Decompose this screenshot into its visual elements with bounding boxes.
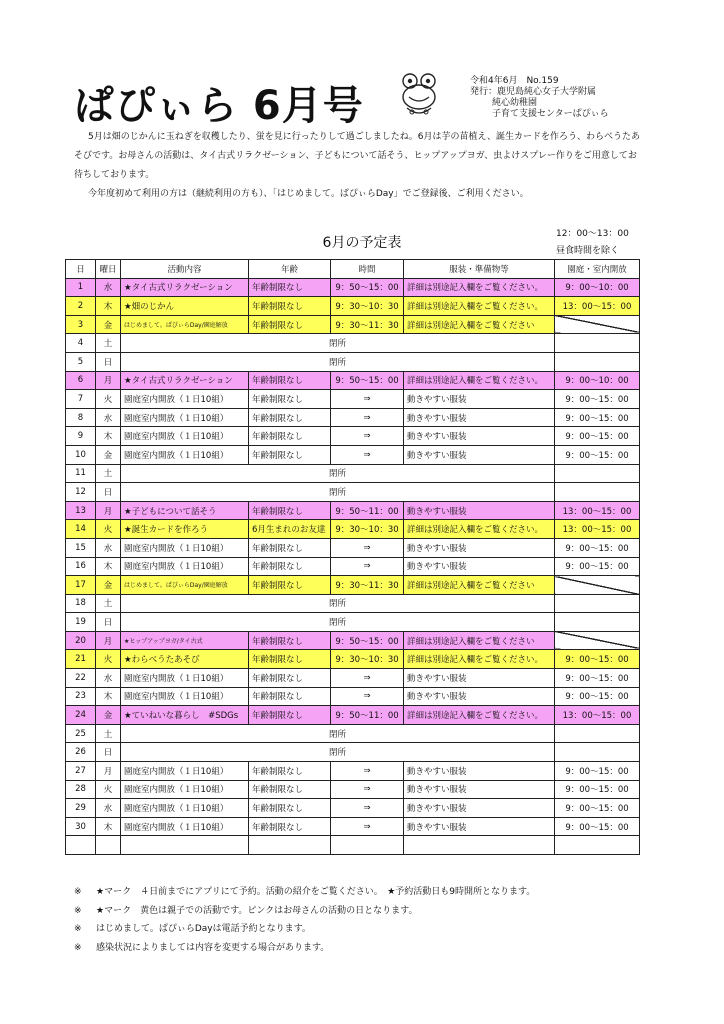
issuer-line: 子育て支援センターぱぴぃら	[492, 109, 609, 119]
weekday-cell: 土	[96, 724, 121, 743]
table-row	[66, 780, 640, 799]
day-cell: 27	[66, 762, 96, 781]
time-cell: 9：30～11：30	[331, 315, 404, 334]
day-cell: 11	[66, 464, 96, 483]
open-hours-cell	[555, 631, 640, 650]
column-header: 服装・準備物等	[404, 260, 555, 279]
note-mark: ※	[74, 887, 82, 897]
day-cell: 18	[66, 594, 96, 613]
activity-cell: ★誕生カードを作ろう	[121, 520, 249, 539]
age-cell: 年齢制限なし	[249, 706, 331, 725]
open-hours-cell: 9：00～15：00	[555, 538, 640, 557]
day-cell: 10	[66, 445, 96, 464]
preparation-cell: 動きやすい服装	[404, 501, 555, 520]
age-cell: 年齢制限なし	[249, 297, 331, 316]
weekday-cell: 木	[96, 557, 121, 576]
closed-cell: 閉所	[121, 352, 555, 371]
table-row	[66, 352, 640, 371]
age-cell: 年齢制限なし	[249, 278, 331, 297]
note-item	[74, 902, 535, 921]
intro-text	[74, 128, 642, 204]
issuer-line: 純心幼稚園	[492, 98, 538, 108]
day-cell: 13	[66, 501, 96, 520]
time-cell: 9：30～10：30	[331, 520, 404, 539]
time-cell: ⇒	[331, 445, 404, 464]
day-cell: 9	[66, 427, 96, 446]
preparation-cell: 動きやすい服装	[404, 817, 555, 836]
weekday-cell: 火	[96, 520, 121, 539]
age-cell: 年齢制限なし	[249, 445, 331, 464]
weekday-cell: 金	[96, 445, 121, 464]
activity-cell: ★ていねいな暮らし #SDGs	[121, 706, 249, 725]
weekday-cell: 土	[96, 464, 121, 483]
open-hours-cell	[555, 315, 640, 334]
table-row	[66, 799, 640, 818]
time-cell: ⇒	[331, 799, 404, 818]
day-cell: 1	[66, 278, 96, 297]
issuer-block	[470, 76, 609, 120]
activity-cell: 園庭室内開放（１日10組）	[121, 780, 249, 799]
time-cell: ⇒	[331, 780, 404, 799]
age-cell: 年齢制限なし	[249, 557, 331, 576]
activity-cell	[121, 836, 249, 855]
note-text: 感染状況によりましては内容を変更する場合があります。	[96, 942, 330, 953]
weekday-cell: 火	[96, 390, 121, 409]
time-cell: ⇒	[331, 762, 404, 781]
age-cell	[249, 836, 331, 855]
open-hours-cell: 9：00～15：00	[555, 408, 640, 427]
open-hours-cell: 9：00～15：00	[555, 390, 640, 409]
open-hours-cell: 9：00～15：00	[555, 445, 640, 464]
open-hours-cell: 9：00～15：00	[555, 427, 640, 446]
time-cell: ⇒	[331, 408, 404, 427]
age-cell: 年齢制限なし	[249, 669, 331, 688]
issuer-line: 発行：鹿児島純心女子大学附属	[470, 87, 597, 97]
weekday-cell: 木	[96, 297, 121, 316]
preparation-cell: 詳細は別途記入欄をご覧ください。	[404, 650, 555, 669]
table-row	[66, 445, 640, 464]
age-cell: 年齢制限なし	[249, 408, 331, 427]
weekday-cell: 金	[96, 706, 121, 725]
open-hours-cell: 13：00～15：00	[555, 501, 640, 520]
open-hours-cell: 9：00～15：00	[555, 780, 640, 799]
activity-cell: 園庭室内開放（１日10組）	[121, 669, 249, 688]
weekday-cell: 火	[96, 650, 121, 669]
day-cell: 24	[66, 706, 96, 725]
day-cell: 3	[66, 315, 96, 334]
day-cell: 5	[66, 352, 96, 371]
lunch-hours-time: 12：00～13：00	[556, 229, 629, 239]
day-cell: 30	[66, 817, 96, 836]
activity-cell: ★タイ古式リラクゼーション	[121, 278, 249, 297]
time-cell: 9：50～15：00	[331, 278, 404, 297]
table-row	[66, 706, 640, 725]
weekday-cell: 水	[96, 538, 121, 557]
closed-cell: 閉所	[121, 464, 555, 483]
activity-cell: はじめまして。ぱぴぃらDay/園庭解放	[121, 315, 249, 334]
notes	[74, 883, 535, 957]
weekday-cell: 金	[96, 576, 121, 595]
open-hours-cell: 9：00～15：00	[555, 557, 640, 576]
open-hours-cell: 9：00～10：00	[555, 371, 640, 390]
weekday-cell: 土	[96, 334, 121, 353]
table-header-row	[66, 260, 640, 279]
table-row	[66, 594, 640, 613]
activity-cell: 園庭室内開放（１日10組）	[121, 538, 249, 557]
closed-cell: 閉所	[121, 594, 555, 613]
weekday-cell: 月	[96, 631, 121, 650]
open-hours-cell: 9：00～15：00	[555, 799, 640, 818]
note-text: ★マーク 黄色は親子での活動です。ピンクはお母さんの活動の日となります。	[96, 905, 418, 916]
lunch-hours	[556, 226, 629, 260]
open-hours-cell: 9：00～15：00	[555, 817, 640, 836]
note-item	[74, 883, 535, 902]
day-cell: 26	[66, 743, 96, 762]
time-cell: ⇒	[331, 669, 404, 688]
open-hours-cell	[555, 334, 640, 353]
open-hours-cell	[555, 576, 640, 595]
column-header: 園庭・室内開放	[555, 260, 640, 279]
preparation-cell: 動きやすい服装	[404, 762, 555, 781]
preparation-cell: 動きやすい服装	[404, 408, 555, 427]
issue-number: 令和4年6月 No.159	[470, 76, 559, 86]
lunch-hours-note: 昼食時間を除く	[556, 246, 620, 256]
open-hours-cell: 9：00～10：00	[555, 278, 640, 297]
open-hours-cell: 9：00～15：00	[555, 762, 640, 781]
preparation-cell: 動きやすい服装	[404, 427, 555, 446]
schedule-table	[65, 259, 640, 855]
day-cell: 15	[66, 538, 96, 557]
day-cell: 25	[66, 724, 96, 743]
age-cell: 年齢制限なし	[249, 427, 331, 446]
activity-cell: 園庭室内開放（１日10組）	[121, 390, 249, 409]
note-text: ★マーク ４日前までにアプリにて予約。活動の紹介をご覧ください。 ★予約活動日も9時開所となります。	[96, 887, 536, 897]
table-row	[66, 538, 640, 557]
weekday-cell: 日	[96, 483, 121, 502]
weekday-cell: 金	[96, 315, 121, 334]
age-cell: 年齢制限なし	[249, 371, 331, 390]
age-cell: 年齢制限なし	[249, 501, 331, 520]
time-cell: 9：30～11：30	[331, 576, 404, 595]
day-cell: 29	[66, 799, 96, 818]
age-cell: 年齢制限なし	[249, 390, 331, 409]
weekday-cell: 月	[96, 501, 121, 520]
note-item	[74, 920, 535, 939]
table-row	[66, 613, 640, 632]
age-cell: 年齢制限なし	[249, 631, 331, 650]
open-hours-cell	[555, 836, 640, 855]
activity-cell: 園庭室内開放（１日10組）	[121, 408, 249, 427]
age-cell: 年齢制限なし	[249, 687, 331, 706]
open-hours-cell: 13：00～15：00	[555, 520, 640, 539]
age-cell: 年齢制限なし	[249, 650, 331, 669]
time-cell: ⇒	[331, 427, 404, 446]
age-cell: 年齢制限なし	[249, 315, 331, 334]
open-hours-cell: 9：00～15：00	[555, 669, 640, 688]
note-mark: ※	[74, 942, 82, 953]
time-cell: 9：50～15：00	[331, 371, 404, 390]
preparation-cell: 詳細は別途記入欄をご覧ください	[404, 576, 555, 595]
weekday-cell: 木	[96, 817, 121, 836]
preparation-cell: 動きやすい服装	[404, 445, 555, 464]
time-cell: ⇒	[331, 557, 404, 576]
note-item	[74, 939, 535, 958]
open-hours-cell	[555, 594, 640, 613]
preparation-cell: 動きやすい服装	[404, 780, 555, 799]
closed-cell: 閉所	[121, 613, 555, 632]
day-cell: 7	[66, 390, 96, 409]
age-cell: 年齢制限なし	[249, 817, 331, 836]
time-cell: ⇒	[331, 687, 404, 706]
table-row	[66, 408, 640, 427]
day-cell: 20	[66, 631, 96, 650]
table-row	[66, 501, 640, 520]
age-cell: 年齢制限なし	[249, 576, 331, 595]
table-row	[66, 464, 640, 483]
column-header: 日	[66, 260, 96, 279]
day-cell: 28	[66, 780, 96, 799]
weekday-cell: 木	[96, 687, 121, 706]
day-cell: 21	[66, 650, 96, 669]
preparation-cell: 詳細は別途記入欄をご覧ください。	[404, 371, 555, 390]
preparation-cell: 詳細は別途記入欄をご覧ください。	[404, 297, 555, 316]
preparation-cell: 詳細は別途記入欄をご覧ください	[404, 315, 555, 334]
day-cell: 16	[66, 557, 96, 576]
table-row	[66, 557, 640, 576]
activity-cell: 園庭室内開放（１日10組）	[121, 427, 249, 446]
activity-cell: ★タイ古式リラクゼーション	[121, 371, 249, 390]
table-row	[66, 315, 640, 334]
table-row	[66, 817, 640, 836]
preparation-cell: 詳細は別途記入欄をご覧ください。	[404, 278, 555, 297]
open-hours-cell	[555, 352, 640, 371]
day-cell: 22	[66, 669, 96, 688]
table-row	[66, 390, 640, 409]
newsletter-title: ぱぴぃら 6月号	[74, 83, 364, 129]
table-row	[66, 631, 640, 650]
open-hours-cell: 9：00～15：00	[555, 687, 640, 706]
preparation-cell: 動きやすい服装	[404, 687, 555, 706]
preparation-cell: 動きやすい服装	[404, 538, 555, 557]
age-cell: 年齢制限なし	[249, 780, 331, 799]
table-row	[66, 520, 640, 539]
closed-cell: 閉所	[121, 334, 555, 353]
day-cell: 19	[66, 613, 96, 632]
time-cell: ⇒	[331, 390, 404, 409]
open-hours-cell: 13：00～15：00	[555, 706, 640, 725]
table-row	[66, 297, 640, 316]
day-cell: 6	[66, 371, 96, 390]
table-row	[66, 371, 640, 390]
weekday-cell: 月	[96, 762, 121, 781]
day-cell: 2	[66, 297, 96, 316]
open-hours-cell	[555, 724, 640, 743]
table-row	[66, 724, 640, 743]
column-header: 活動内容	[121, 260, 249, 279]
activity-cell: ★畑のじかん	[121, 297, 249, 316]
weekday-cell: 水	[96, 408, 121, 427]
weekday-cell: 水	[96, 669, 121, 688]
column-header: 曜日	[96, 260, 121, 279]
intro-paragraph: 5月は畑のじかんに玉ねぎを収穫したり、蛍を見に行ったりして過ごしましたね。6月は芋の苗植え、誕生カードを作ろう、わらべうたあそびです。お母さんの活動は、タイ古式リラクゼーション、子どもについて話そう、ヒップアップヨガ、虫よけスプレー作りをご用意してお待ちしております。	[74, 132, 640, 180]
activity-cell: ★子どもについて話そう	[121, 501, 249, 520]
table-row	[66, 743, 640, 762]
time-cell: ⇒	[331, 538, 404, 557]
weekday-cell	[96, 836, 121, 855]
table-row	[66, 762, 640, 781]
table-row	[66, 836, 640, 855]
table-row	[66, 334, 640, 353]
frog-mascot-icon	[398, 72, 440, 118]
note-text: はじめまして。ぱぴぃらDayは電話予約となります。	[96, 924, 311, 934]
activity-cell: 園庭室内開放（１日10組）	[121, 445, 249, 464]
age-cell: 年齢制限なし	[249, 799, 331, 818]
weekday-cell: 木	[96, 427, 121, 446]
preparation-cell: 詳細は別途記入欄をご覧ください	[404, 631, 555, 650]
activity-cell: 園庭室内開放（１日10組）	[121, 817, 249, 836]
activity-cell: 園庭室内開放（１日10組）	[121, 799, 249, 818]
day-cell: 8	[66, 408, 96, 427]
time-cell: 9：50～15：00	[331, 631, 404, 650]
weekday-cell: 水	[96, 278, 121, 297]
preparation-cell	[404, 836, 555, 855]
weekday-cell: 土	[96, 594, 121, 613]
activity-cell: 園庭室内開放（１日10組）	[121, 687, 249, 706]
table-row	[66, 427, 640, 446]
weekday-cell: 火	[96, 780, 121, 799]
activity-cell: ★わらべうたあそび	[121, 650, 249, 669]
schedule-title: 6月の予定表	[322, 235, 402, 251]
closed-cell: 閉所	[121, 724, 555, 743]
column-header: 時間	[331, 260, 404, 279]
open-hours-cell	[555, 743, 640, 762]
activity-cell: 園庭室内開放（１日10組）	[121, 557, 249, 576]
table-row	[66, 278, 640, 297]
time-cell: 9：50～11：00	[331, 706, 404, 725]
table-row	[66, 650, 640, 669]
table-row	[66, 576, 640, 595]
closed-cell: 閉所	[121, 743, 555, 762]
day-cell: 23	[66, 687, 96, 706]
preparation-cell: 詳細は別途記入欄をご覧ください。	[404, 706, 555, 725]
day-cell: 4	[66, 334, 96, 353]
weekday-cell: 日	[96, 743, 121, 762]
open-hours-cell: 13：00～15：00	[555, 297, 640, 316]
note-mark: ※	[74, 905, 82, 916]
activity-cell: はじめまして。ぱぴぃらDay/園庭解放	[121, 576, 249, 595]
closed-cell: 閉所	[121, 483, 555, 502]
day-cell: 14	[66, 520, 96, 539]
note-mark: ※	[74, 924, 82, 934]
table-row	[66, 483, 640, 502]
age-cell: 年齢制限なし	[249, 538, 331, 557]
age-cell: 6月生まれのお友達	[249, 520, 331, 539]
time-cell: 9：30～10：30	[331, 297, 404, 316]
open-hours-cell	[555, 483, 640, 502]
intro-paragraph: 今年度初めて利用の方は（継続利用の方も）、「はじめまして。ぱぴぃらDay」でご登録後、ご利用ください。	[88, 189, 529, 199]
preparation-cell: 動きやすい服装	[404, 390, 555, 409]
weekday-cell: 水	[96, 799, 121, 818]
time-cell: 9：30～10：30	[331, 650, 404, 669]
preparation-cell: 動きやすい服装	[404, 669, 555, 688]
open-hours-cell: 9：00～15：00	[555, 650, 640, 669]
weekday-cell: 月	[96, 371, 121, 390]
activity-cell: 園庭室内開放（１日10組）	[121, 762, 249, 781]
preparation-cell: 詳細は別途記入欄をご覧ください。	[404, 520, 555, 539]
weekday-cell: 日	[96, 352, 121, 371]
open-hours-cell	[555, 613, 640, 632]
activity-cell: ★ヒップアップヨガ/タイ古式	[121, 631, 249, 650]
open-hours-cell	[555, 464, 640, 483]
table-row	[66, 687, 640, 706]
time-cell	[331, 836, 404, 855]
column-header: 年齢	[249, 260, 331, 279]
time-cell: 9：50～11：00	[331, 501, 404, 520]
age-cell: 年齢制限なし	[249, 762, 331, 781]
weekday-cell: 日	[96, 613, 121, 632]
day-cell: 17	[66, 576, 96, 595]
day-cell	[66, 836, 96, 855]
preparation-cell: 動きやすい服装	[404, 557, 555, 576]
table-row	[66, 669, 640, 688]
day-cell: 12	[66, 483, 96, 502]
preparation-cell: 動きやすい服装	[404, 799, 555, 818]
time-cell: ⇒	[331, 817, 404, 836]
